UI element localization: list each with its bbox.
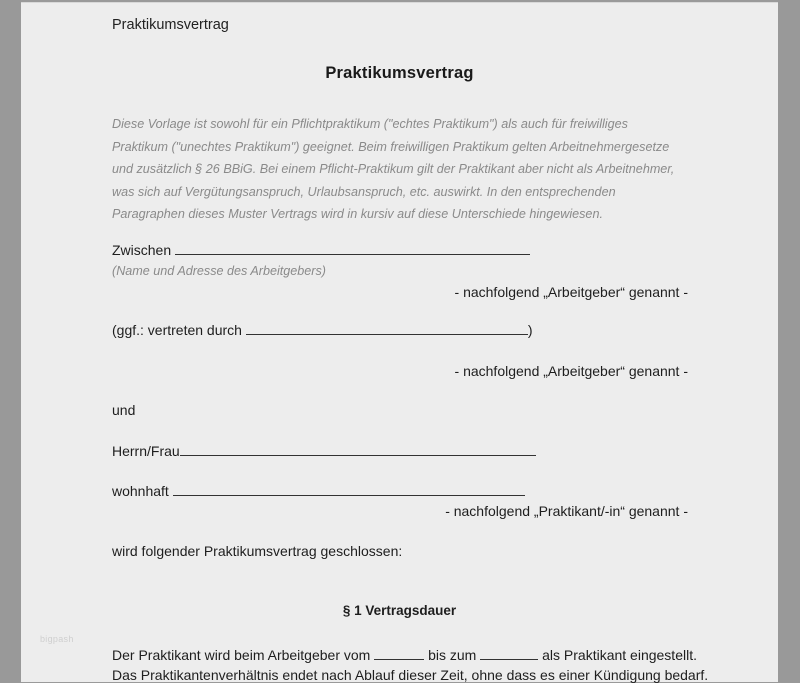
intro-line: Diese Vorlage ist sowohl für ein Pflichtpraktikum ("echtes Praktikum") als auch für freiwilliges [112,117,628,131]
person-name-blank[interactable] [180,443,536,456]
section-1-line-2: Das Praktikantenverhältnis endet nach Ablauf dieser Zeit, ohne dass es einer Kündigung bedarf. [112,667,709,683]
intro-note [112,113,712,226]
section-1-text-c: als Praktikant eingestellt. [542,647,697,663]
represented-close: ) [527,322,533,338]
person-row [112,443,536,459]
employer-named-2: - nachfolgend „Arbeitgeber“ genannt - [454,363,688,379]
representative-blank[interactable] [246,322,528,335]
start-date-blank[interactable] [374,647,424,660]
employer-blank[interactable] [175,242,530,255]
right-margin-bar [778,0,800,683]
intro-line: und zusätzlich § 26 BBiG. Bei einem Pflicht-Praktikum gilt der Praktikant aber nicht als Arbeitnehmer, [112,162,675,176]
section-1-title: § 1 Vertragsdauer [342,603,457,618]
end-date-blank[interactable] [480,647,538,660]
intern-named: - nachfolgend „Praktikant/-in“ genannt - [445,503,688,519]
between-label: Zwischen [112,242,172,258]
document-header: Praktikumsvertrag [112,17,229,33]
represented-row [112,322,533,338]
section-1-text-a: Der Praktikant wird beim Arbeitgeber vom [112,647,371,663]
residence-label: wohnhaft [112,483,169,499]
watermark: bigpash [40,634,74,644]
intro-line: Praktikum ("unechtes Praktikum") geeignet. Beim freiwilligen Praktikum gelten Arbeitnehmergesetze [112,139,670,154]
concluded-text: wird folgender Praktikumsvertrag geschlossen: [112,543,403,559]
left-margin-bar [0,0,21,683]
residence-row [112,483,525,499]
document-page [21,2,778,682]
employer-hint: (Name und Adresse des Arbeitgebers) [112,264,326,278]
represented-label: (ggf.: vertreten durch [112,322,242,338]
intro-line: Paragraphen dieses Muster Vertrags wird in kursiv auf diese Unterschiede hingewiesen. [112,207,603,221]
document-title: Praktikumsvertrag [325,64,474,82]
employer-named-1: - nachfolgend „Arbeitgeber“ genannt - [454,284,688,300]
section-1-line-1 [112,647,697,663]
and-label: und [112,402,136,418]
section-1-text-b: bis zum [428,647,477,663]
person-label: Herrn/Frau [112,443,180,459]
intro-line: was sich auf Vergütungsanspruch, Urlaubsanspruch, etc. auswirkt. In den entsprechenden [112,184,616,199]
between-row [112,242,530,258]
residence-blank[interactable] [173,483,525,496]
